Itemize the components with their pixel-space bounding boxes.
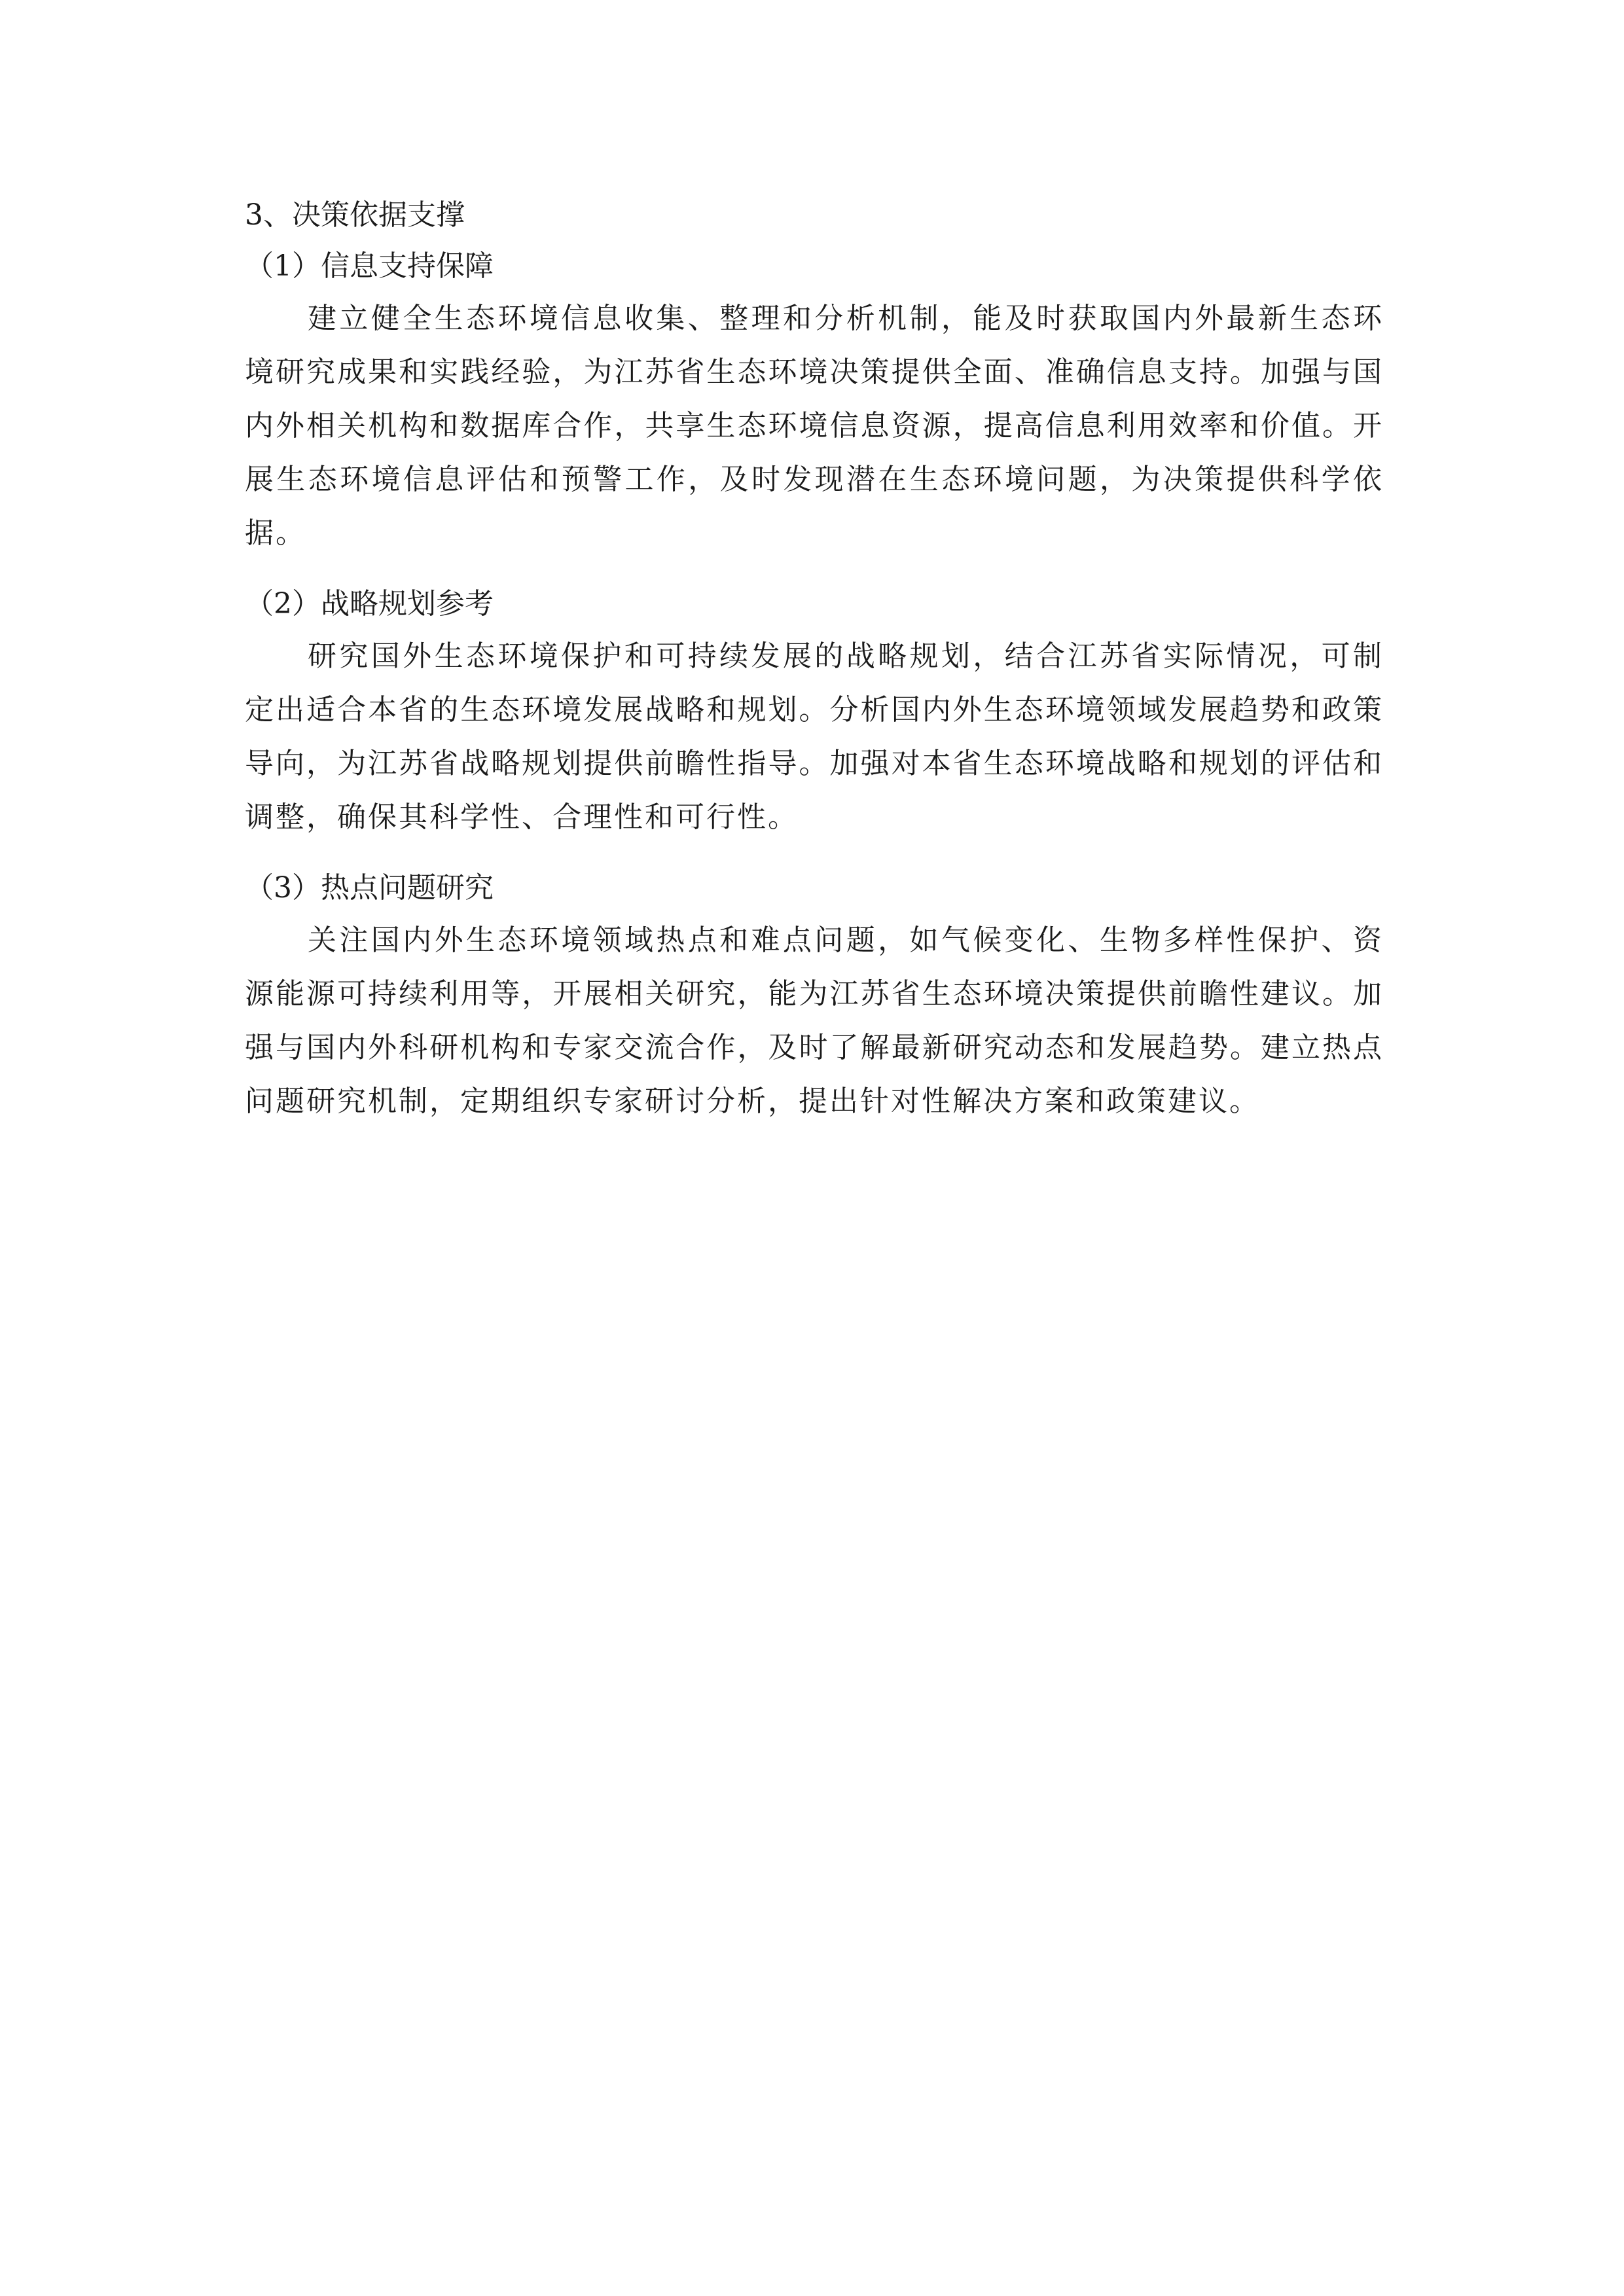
subsection-body-hot-issues: 关注国内外生态环境领域热点和难点问题，如气候变化、生物多样性保护、资源能源可持续利用等，开展相关研究，能为江苏省生态环境决策提供前瞻性建议。加强与国内外科研机构和专家交流合作，及时了解最新研究动态和发展趋势。建立热点问题研究机制，定期组织专家研讨分析，提出针对性解决方案和政策建议。: [245, 924, 1384, 1118]
subsection-heading-strategy-reference: （2）战略规划参考: [245, 587, 494, 620]
subsection-body-strategy-reference: 研究国外生态环境保护和可持续发展的战略规划，结合江苏省实际情况，可制定出适合本省的生态环境发展战略和规划。分析国内外生态环境领域发展趋势和政策导向，为江苏省战略规划提供前瞻性指导。加强对本省生态环境战略和规划的评估和调整，确保其科学性、合理性和可行性。: [245, 639, 1384, 834]
section-title: 3、决策依据支撑: [245, 198, 465, 232]
subsection-body-info-support: 建立健全生态环境信息收集、整理和分析机制，能及时获取国内外最新生态环境研究成果和实践经验，为江苏省生态环境决策提供全面、准确信息支持。加强与国内外相关机构和数据库合作，共享生态环境信息资源，提高信息利用效率和价值。开展生态环境信息评估和预警工作，及时发现潜在生态环境问题，为决策提供科学依据。: [245, 302, 1384, 550]
subsection-heading-info-support: （1）信息支持保障: [245, 249, 494, 283]
document-body: [245, 190, 1384, 1128]
subsection-heading-hot-issues: （3）热点问题研究: [245, 871, 494, 905]
